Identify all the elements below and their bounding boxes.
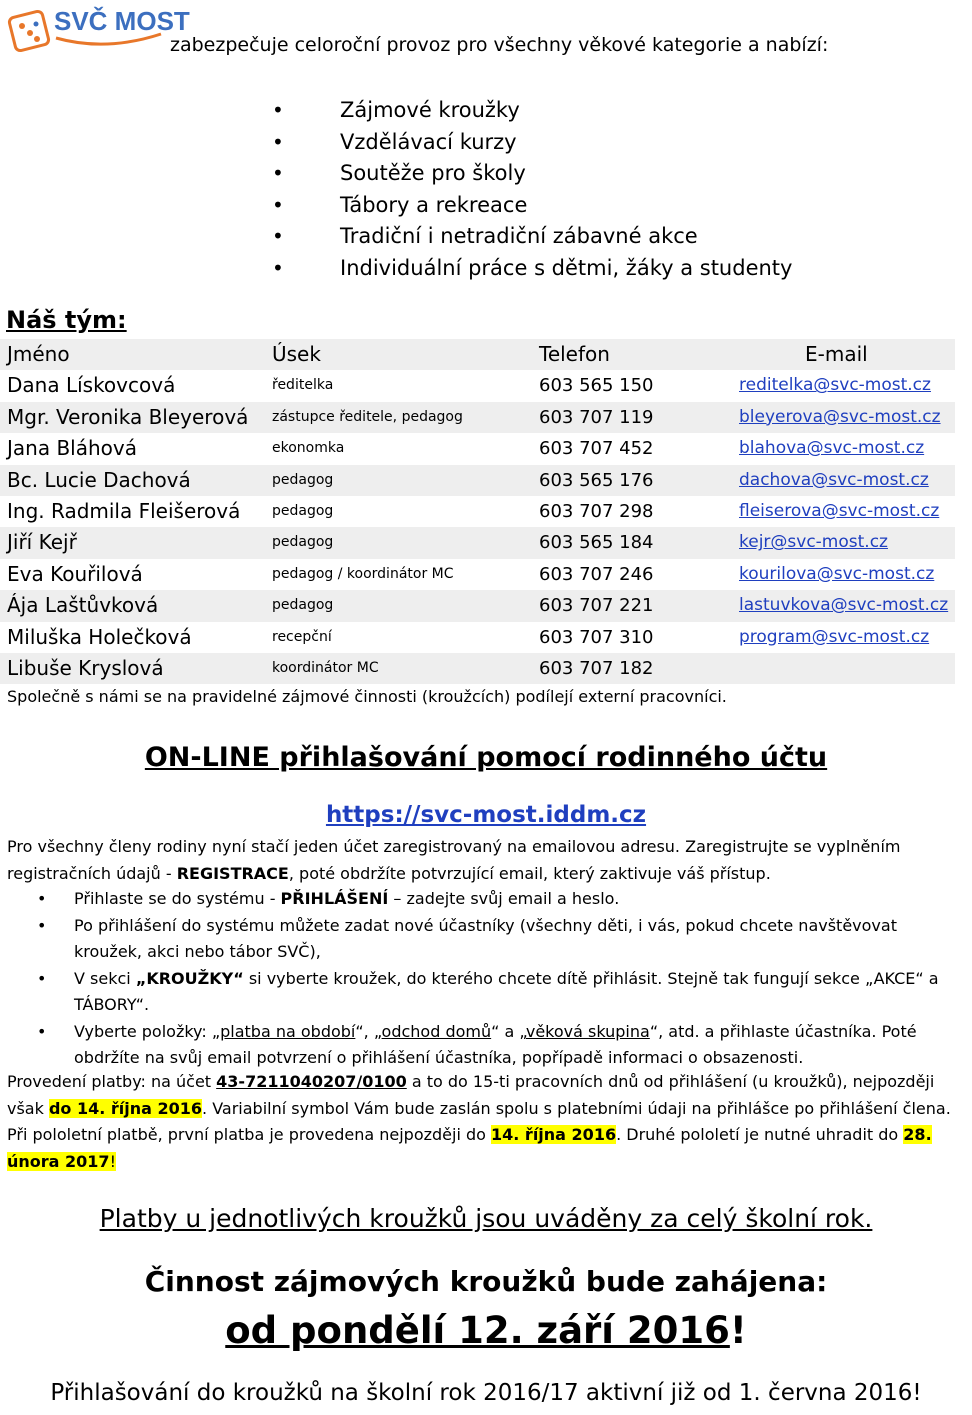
- start-announcement: Činnost zájmových kroužků bude zahájena:: [144, 1265, 828, 1298]
- payment-text: . Druhé pololetí je nutné uhradit do: [616, 1125, 904, 1144]
- step-option: věková skupina: [525, 1021, 650, 1041]
- member-phone: 603 565 150: [539, 375, 654, 397]
- member-email-link[interactable]: fleiserova@svc-most.cz: [739, 500, 940, 521]
- offer-item: • Soutěže pro školy: [276, 158, 792, 190]
- team-table: [0, 339, 960, 684]
- logo-text: SVČ MOST: [54, 6, 190, 36]
- offer-item: • Tradiční i netradiční zábavné akce: [276, 221, 792, 253]
- member-email-link[interactable]: kejr@svc-most.cz: [739, 532, 888, 553]
- step-option: odchod domů: [381, 1021, 492, 1041]
- offer-item: • Individuální práce s dětmi, žáky a studenty: [276, 253, 792, 285]
- member-phone: 603 565 176: [539, 469, 654, 491]
- step-text: Přihlaste se do systému -: [74, 889, 281, 908]
- member-name: Ája Laštůvková: [7, 593, 159, 618]
- member-role: ředitelka: [272, 377, 334, 394]
- signup-steps-list: [37, 886, 957, 1072]
- member-role: pedagog: [272, 534, 334, 551]
- member-name: Bc. Lucie Dachová: [7, 467, 191, 492]
- offer-list: [276, 95, 792, 284]
- member-phone: 603 707 246: [539, 563, 654, 585]
- member-role: zástupce ředitele, pedagog: [272, 408, 463, 425]
- table-row: [0, 622, 955, 653]
- list-item: • Po přihlášení do systému můžete zadat nové účastníky (všechny děti, i vás, pokud chcete navštěvovat kroužek, akci nebo tábor SVČ),: [37, 913, 957, 966]
- member-phone: 603 707 452: [539, 438, 654, 460]
- header-name: Jméno: [7, 342, 70, 366]
- step-option: platba na období: [220, 1021, 356, 1041]
- member-role: pedagog: [272, 502, 334, 519]
- member-email-link[interactable]: lastuvkova@svc-most.cz: [739, 595, 949, 616]
- member-email-link[interactable]: kourilova@svc-most.cz: [739, 563, 935, 584]
- offer-item: • Vzdělávací kurzy: [276, 127, 792, 159]
- member-name: Dana Lískovcová: [7, 373, 176, 398]
- offer-item: • Tábory a rekreace: [276, 190, 792, 222]
- signup-availability-note: Přihlašování do kroužků na školní rok 2016/17 aktivní již od 1. června 2016!: [50, 1380, 922, 1406]
- payment-deadline: 14. října 2016: [491, 1125, 617, 1144]
- list-item: [37, 966, 957, 1019]
- header-email: E-mail: [805, 342, 868, 366]
- payment-deadline: 28. února 2017: [7, 1125, 932, 1171]
- member-role: koordinátor MC: [272, 659, 379, 676]
- yearly-payment-note: Platby u jednotlivých kroužků jsou uváděny za celý školní rok.: [99, 1204, 873, 1233]
- step-text: V sekci: [74, 968, 136, 988]
- member-email-link[interactable]: dachova@svc-most.cz: [739, 469, 929, 490]
- member-phone: 603 707 119: [539, 406, 654, 428]
- online-signup-url-link[interactable]: https://svc-most.iddm.cz: [325, 802, 647, 828]
- reg-keyword: REGISTRACE: [176, 863, 289, 883]
- team-heading: Náš tým:: [6, 306, 127, 334]
- svc-most-logo: [6, 2, 190, 58]
- step-text: si vyberte kroužek, do kterého chcete dítě přihlásit. Stejně tak fungují sekce „AKCE“ a TÁBORY“.: [74, 968, 939, 1014]
- bank-account: 43-7211040207/0100: [216, 1072, 407, 1091]
- payment-deadline: do 14. října 2016: [48, 1098, 203, 1118]
- member-email-link[interactable]: reditelka@svc-most.cz: [739, 375, 931, 396]
- member-phone: 603 565 184: [539, 532, 654, 554]
- header-phone: Telefon: [539, 342, 610, 366]
- member-role: pedagog: [272, 471, 334, 488]
- member-name: Libuše Kryslová: [7, 655, 164, 680]
- member-role: ekonomka: [272, 440, 345, 457]
- step-text: – zadejte svůj email a heslo.: [388, 889, 620, 908]
- registration-paragraph: [7, 834, 957, 887]
- member-name: Jana Bláhová: [7, 436, 137, 461]
- member-phone: 603 707 221: [539, 595, 654, 617]
- list-item: [37, 886, 957, 913]
- table-row: [0, 370, 955, 401]
- reg-intro-text: Pro všechny členy rodiny nyní stačí jeden účet zaregistrovaný na emailovou adresu. Zaregistrujte se vyplněním registračních údajů -: [7, 837, 901, 883]
- step-text: Vyberte položky: „: [74, 1021, 221, 1041]
- member-name: Eva Kouřilová: [7, 561, 143, 586]
- table-row: [0, 496, 955, 527]
- team-table-header: [0, 339, 955, 370]
- member-role: pedagog: [272, 597, 334, 614]
- dice-icon: [8, 10, 49, 51]
- table-row: [0, 653, 955, 684]
- step-text: “ a „: [491, 1021, 526, 1041]
- header-section: Úsek: [272, 342, 321, 366]
- step-text: “, atd. a přihlaste účastníka. Poté obdržíte na svůj email potvrzení o přihlášení účastníka, popřípadě informaci o obsazenosti.: [74, 1021, 917, 1067]
- table-row: [0, 465, 955, 496]
- member-phone: 603 707 310: [539, 626, 654, 648]
- list-item: [37, 1019, 957, 1072]
- start-date: [0, 1309, 972, 1352]
- member-name: Mgr. Veronika Bleyerová: [7, 404, 249, 429]
- member-email-link[interactable]: bleyerova@svc-most.cz: [739, 406, 941, 427]
- member-email-link[interactable]: program@svc-most.cz: [739, 626, 930, 647]
- table-row: [0, 527, 955, 558]
- payment-text: a to do 15-ti pracovních dnů od přihlášení (u kroužků), nejpozději však: [7, 1072, 935, 1118]
- member-name: Jiří Kejř: [7, 530, 77, 555]
- member-role: pedagog / koordinátor MC: [272, 565, 454, 582]
- step-keyword: „KROUŽKY“: [135, 968, 244, 988]
- start-date-text: od pondělí 12. září 2016: [225, 1309, 730, 1352]
- table-row: [0, 590, 955, 621]
- reg-rest-text: , poté obdržíte potvrzující email, který zaktivuje váš přístup.: [288, 863, 771, 883]
- online-signup-title: ON-LINE přihlašování pomocí rodinného účtu: [144, 742, 828, 773]
- payment-text: !: [109, 1151, 116, 1171]
- payment-paragraph: [7, 1069, 957, 1175]
- offer-item: • Zájmové kroužky: [276, 95, 792, 127]
- step-text: “, „: [355, 1021, 382, 1041]
- table-row: [0, 559, 955, 590]
- step-keyword: PŘIHLÁŠENÍ: [280, 889, 389, 908]
- member-email-link[interactable]: blahova@svc-most.cz: [739, 438, 925, 459]
- member-name: Ing. Radmila Fleišerová: [7, 498, 241, 523]
- start-date-exclamation: !: [729, 1309, 747, 1352]
- table-row: [0, 402, 955, 433]
- member-role: recepční: [272, 628, 332, 645]
- member-phone: 603 707 298: [539, 500, 654, 522]
- member-name: Miluška Holečková: [7, 624, 192, 649]
- table-row: [0, 433, 955, 464]
- external-staff-note: Společně s námi se na pravidelné zájmové činnosti (kroužcích) podílejí externí pracovníci.: [7, 687, 727, 706]
- intro-text: zabezpečuje celoroční provoz pro všechny věkové kategorie a nabízí:: [170, 34, 829, 56]
- payment-text: . Variabilní symbol Vám bude zaslán spolu s platebními údaji na přihlášce po přihlášení člena. Při pololetní platbě, první platba je provedena nejpozději do: [7, 1098, 951, 1144]
- payment-text: Provedení platby: na účet: [7, 1072, 217, 1091]
- member-phone: 603 707 182: [539, 657, 654, 679]
